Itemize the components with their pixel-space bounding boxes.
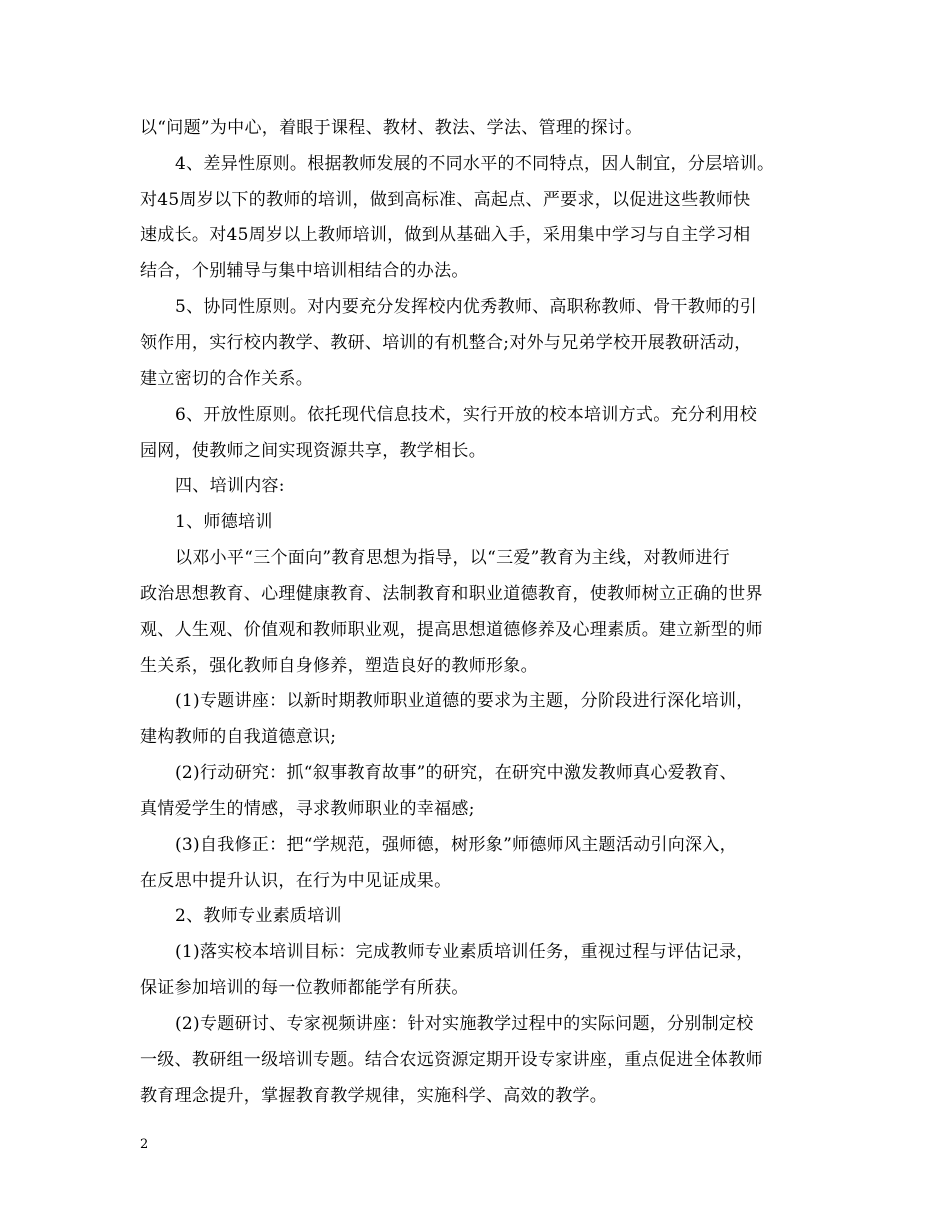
- text-line: 以“问题”为中心，着眼于课程、教材、教法、学法、管理的探讨。: [140, 118, 643, 138]
- text-line: 领作用，实行校内教学、教研、培训的有机整合;对外与兄弟学校开展教研活动，: [140, 333, 752, 353]
- text-line: (2)专题研讨、专家视频讲座：针对实施教学过程中的实际问题，分别制定校: [175, 1014, 754, 1034]
- text-line: 以邓小平“三个面向”教育思想为指导，以“三爱”教育为主线，对教师进行: [175, 548, 730, 568]
- text-line: (1)落实校本培训目标：完成教师专业素质培训任务，重视过程与评估记录，: [175, 942, 754, 962]
- text-line: 教育理念提升，掌握教育教学规律，实施科学、高效的教学。: [140, 1086, 608, 1106]
- text-line: 政治思想教育、心理健康教育、法制教育和职业道德教育，使教师树立正确的世界: [140, 584, 763, 604]
- subsection-heading: 2、教师专业素质培训: [175, 906, 342, 926]
- text-line: 6、开放性原则。依托现代信息技术，实行开放的校本培训方式。充分利用校: [175, 405, 758, 425]
- subsection-heading: 1、师德培训: [175, 512, 273, 532]
- text-line: 生关系，强化教师自身修养，塑造良好的教师形象。: [140, 656, 538, 676]
- text-line: (3)自我修正：把“学规范，强师德，树形象”师德师风主题活动引向深入，: [175, 835, 737, 855]
- text-line: 对45周岁以下的教师的培训，做到高标准、高起点、严要求，以促进这些教师快: [140, 190, 751, 210]
- text-line: 在反思中提升认识，在行为中见证成果。: [140, 871, 452, 891]
- text-line: (1)专题讲座：以新时期教师职业道德的要求为主题，分阶段进行深化培训，: [175, 691, 754, 711]
- section-heading: 四、培训内容:: [175, 476, 285, 496]
- text-line: 结合，个别辅导与集中培训相结合的办法。: [140, 261, 469, 281]
- text-line: 建构教师的自我道德意识;: [140, 727, 337, 747]
- text-line: 真情爱学生的情感，寻求教师职业的幸福感;: [140, 799, 475, 819]
- text-line: 速成长。对45周岁以上教师培训，做到从基础入手，采用集中学习与自主学习相: [140, 225, 751, 245]
- text-line: 保证参加培训的每一位教师都能学有所获。: [140, 978, 469, 998]
- text-line: 园网，使教师之间实现资源共享，教学相长。: [140, 441, 486, 461]
- text-line: 4、差异性原则。根据教师发展的不同水平的不同特点，因人制宜，分层培训。: [175, 154, 775, 174]
- text-line: 一级、教研组一级培训专题。结合农远资源定期开设专家讲座，重点促进全体教师: [140, 1050, 763, 1070]
- text-line: 建立密切的合作关系。: [140, 369, 313, 389]
- text-line: 观、人生观、价值观和教师职业观，提高思想道德修养及心理素质。建立新型的师: [140, 620, 763, 640]
- text-line: (2)行动研究：抓“叙事教育故事”的研究，在研究中激发教师真心爱教育、: [175, 763, 737, 783]
- text-line: 5、协同性原则。对内要充分发挥校内优秀教师、高职称教师、骨干教师的引: [175, 297, 758, 317]
- page-number: 2: [140, 1137, 149, 1152]
